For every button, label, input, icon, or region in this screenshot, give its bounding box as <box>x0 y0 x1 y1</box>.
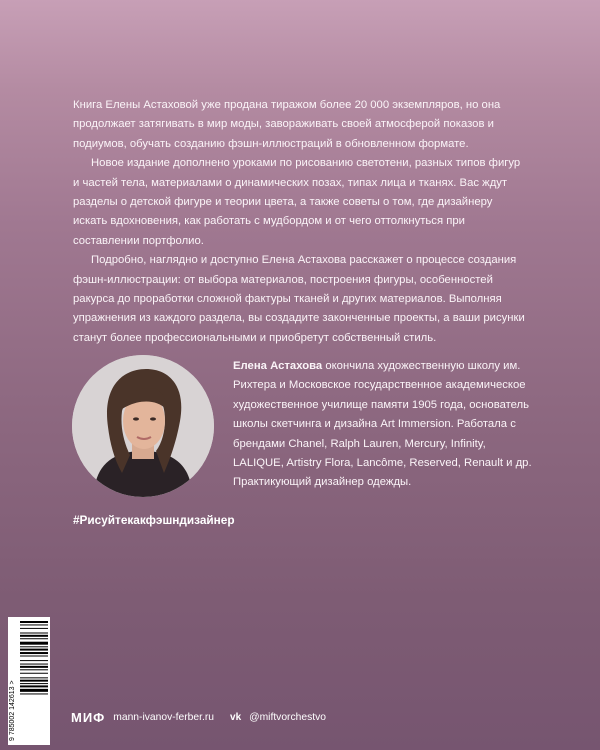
footer <box>71 707 326 727</box>
description-paragraph-2: Новое издание дополнено уроками по рисованию светотени, разных типов фигур и частей тела, материалами о динамических позах, типах лица и тканях. Вас ждут разделы о детской фигуре и теории цвета, а также советы о том, где дизайнеру искать вдохновения, как работать с мудбордом и от чего оттолкнуться при составлении портфолио. <box>73 157 521 247</box>
barcode <box>8 617 50 745</box>
social-handle[interactable]: @miftvorchestvo <box>249 711 326 723</box>
author-portrait-image <box>72 355 214 497</box>
description-paragraph-3: Подробно, наглядно и доступно Елена Астахова расскажет о процессе создания фэшн-иллюстрации: от выбора материалов, построения фигуры, особенностей ракурса до проработки сложной фактуры тканей и других материалов. Выполняя упражнения из каждого раздела, вы создадите законченные проекты, а ваши рисунки станут более профессиональными и приобретут собственный стиль. <box>73 254 525 344</box>
publisher-logo: МИФ <box>71 709 106 725</box>
barcode-image <box>8 617 50 745</box>
author-name: Елена Астахова <box>233 360 323 372</box>
author-photo <box>72 355 214 497</box>
barcode-number: 9 785002 142613 > <box>9 680 16 741</box>
author-bio-text: окончила художественную школу им. Рихтера и Московское государственное академическое художественное училище памяти 1905 года, основатель школы скетчинга и дизайна Art Immersion. Работала с брендами Chanel, Ralph Lauren, Mercury, Infinity, LALIQUE, Artistry Flora, Lancôme, Reserved, Renault и др. Практикующий дизайнер одежды. <box>233 360 532 489</box>
author-bio <box>233 357 533 493</box>
book-description <box>73 96 528 348</box>
hashtag: #Рисуйтекакфэшндизайнер <box>73 513 235 527</box>
publisher-website[interactable]: mann-ivanov-ferber.ru <box>113 711 215 723</box>
description-paragraph-1: Книга Елены Астаховой уже продана тиражом более 20 000 экземпляров, но она продолжает затягивать в мир моды, завораживать своей атмосферой показов и подиумов, обучать созданию фэшн-иллюстраций в обновленном формате. <box>73 99 501 150</box>
vk-icon: vk <box>230 711 242 723</box>
